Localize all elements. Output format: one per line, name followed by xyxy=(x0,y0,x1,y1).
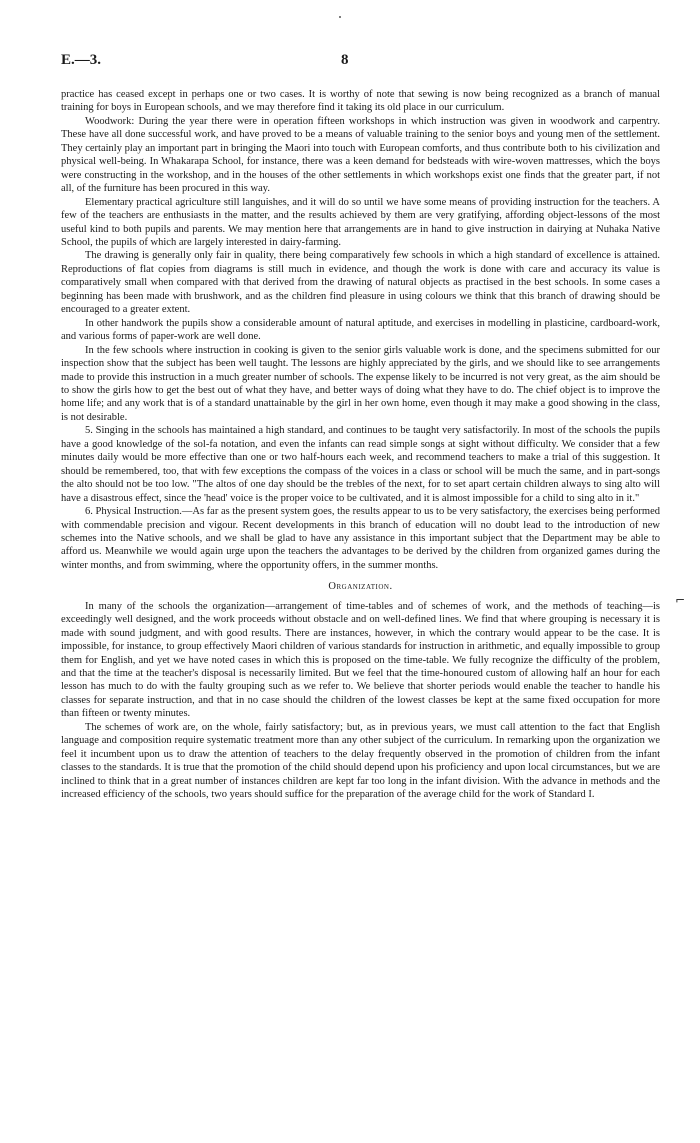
paragraph-handwork: In other handwork the pupils show a considerable amount of natural aptitude, and exercises in modelling in plasticine, cardboard-work, and various forms of paper-work are well done. xyxy=(61,317,660,343)
document-code: E.—3. xyxy=(61,52,102,68)
paragraph-singing: 5. Singing in the schools has maintained a high standard, and continues to be taught very satisfactorily. In most of the schools the pupils have a good knowledge of the sol-fa notation, and even the infants can read simple songs at sight without difficulty. We consider that a few minutes daily would be more effective than one or two half-hours each week, and recommend teachers to make a trial of this suggestion. It should be remembered, too, that with few exceptions the compass of the voices in a class or school will be much the same, and in part-songs the alto should not be too low. "The altos of one day should be the trebles of the next, for to set apart certain children always to sing alto will have a disastrous effect, since the 'head' voice is the proper voice to be cultivated, and it is almost impossible for a child to sing alto in it." xyxy=(61,425,660,504)
body-text xyxy=(61,88,660,802)
paragraph-schemes-of-work: The schemes of work are, on the whole, fairly satisfactory; but, as in previous years, we must call attention to the fact that English language and composition require systematic treatment more than any other subject of the curriculum. In remarking upon the organization we feel it incumbent upon us to draw the attention of teachers to the delay frequently observed in the promotion of children from the infant classes to the standards. It is true that the promotion of the child should depend upon his proficiency and upon local circumstances, but we are inclined to think that in a great number of instances children are kept far too long in the infant division. With the advance in methods and the increased efficiency of the schools, two years should suffice for the preparation of the average child for the work of Standard I. xyxy=(61,721,660,801)
page-speck xyxy=(339,16,341,18)
page-header xyxy=(61,52,660,78)
paragraph: practice has ceased except in perhaps one or two cases. It is worthy of note that sewing is now being recognized as a branch of manual training for boys in European schools, and we may therefore find it taking its old place in our curriculum. xyxy=(61,89,660,114)
margin-mark-icon: ⌐ xyxy=(675,593,686,607)
section-heading: Organization. xyxy=(328,581,393,593)
paragraph-cooking: In the few schools where instruction in cooking is given to the senior girls valuable work is done, and the specimens submitted for our inspection show that the subject has been well taught. The lessons are highly appreciated by the girls, and we should like to see arrangements made to provide this instruction in a much greater number of schools. The expense likely to be incurred is not very great, as the aim should be to show the girls how to get the best out of what they have, and better ways of doing what they have to do. The chief object is to improve the home life; and any work that is of a standard unattainable by the girl in her own home, even though it may make a good showing in the class, is not desirable. xyxy=(61,344,660,423)
paragraph-physical-instruction: 6. Physical Instruction.—As far as the present system goes, the results appear to us to be very satisfactory, the exercises being performed with commendable precision and vigour. Recent developments in this branch of education will no doubt lead to the introduction of new schemes into the Native schools, and we shall be glad to have any assistance in this important subject that the Department may be able to afford us. Meanwhile we would again urge upon the teachers the advantages to be derived by the children from organized games during the winter months, and from swimming, where the opportunity offers, in the summer months. xyxy=(61,506,660,571)
page-number: 8 xyxy=(341,52,349,68)
paragraph-drawing: The drawing is generally only fair in quality, there being comparatively few schools in which a high standard of excellence is attained. Reproductions of flat copies from diagrams is still much in evidence, and though the work is done with care and accuracy its value is comparatively small when compared with that derived from the drawing of natural objects as practised in the best schools. In some cases a beginning has been made with brushwork, and as the children find pleasure in using colours we think that this branch of drawing should be encouraged to a greater extent. xyxy=(61,250,660,316)
paragraph-agriculture: Elementary practical agriculture still languishes, and it will do so until we have some means of providing instruction for the teachers. A few of the teachers are enthusiasts in the matter, and the results achieved by them are very gratifying, affording object-lessons of the most useful kind to both pupils and parents. We may mention here that arrangements are in hand to give instruction in dairying at Nuhaka Native School, the pupils of which are largely interested in dairy-farming. xyxy=(61,196,660,248)
paragraph-woodwork: Woodwork: During the year there were in operation fifteen workshops in which instruction was given in woodwork and carpentry. These have all done successful work, and have proved to be a means of valuable training to the senior boys and young men of the settlement. They certainly play an important part in bringing the Maori into touch with European comforts, and thus contribute both to his civilization and physical well-being. In Whakarapa School, for instance, there was a keen demand for bedsteads with wire-woven mattresses, which the boys were constructing in the workshop, and in the houses of the other settlements in which workshops exist one finds that the greater part, if not all, of the furniture has been procured in this way. xyxy=(61,115,660,195)
paragraph-organization: In many of the schools the organization—arrangement of time-tables and of schemes of work, and the methods of teaching—is exceedingly well designed, and the work proceeds without obstacle and on well-defined lines. We find that where grouping is necessary it is made with sound judgment, and with good results. There are instances, however, in which the contrary would appear to be the case. It is impossible, for instance, to group effectively Maori children of various standards for instruction in arithmetic, and equally impossible to group them for English, and yet we have noted cases in which this is proposed on the time-table. We fully recognize the difficulty of the problem, and that the time at the teacher's disposal is necessarily limited. But we feel that the time-honoured custom of allowing half an hour for each lesson has much to do with the faulty grouping such as we refer to. We believe that shorter periods would enable the teacher to handle his classes for separate instruction, and that in no case should the children of the lowest classes be kept at the same fixed occupation for more than fifteen or twenty minutes. xyxy=(61,600,660,720)
